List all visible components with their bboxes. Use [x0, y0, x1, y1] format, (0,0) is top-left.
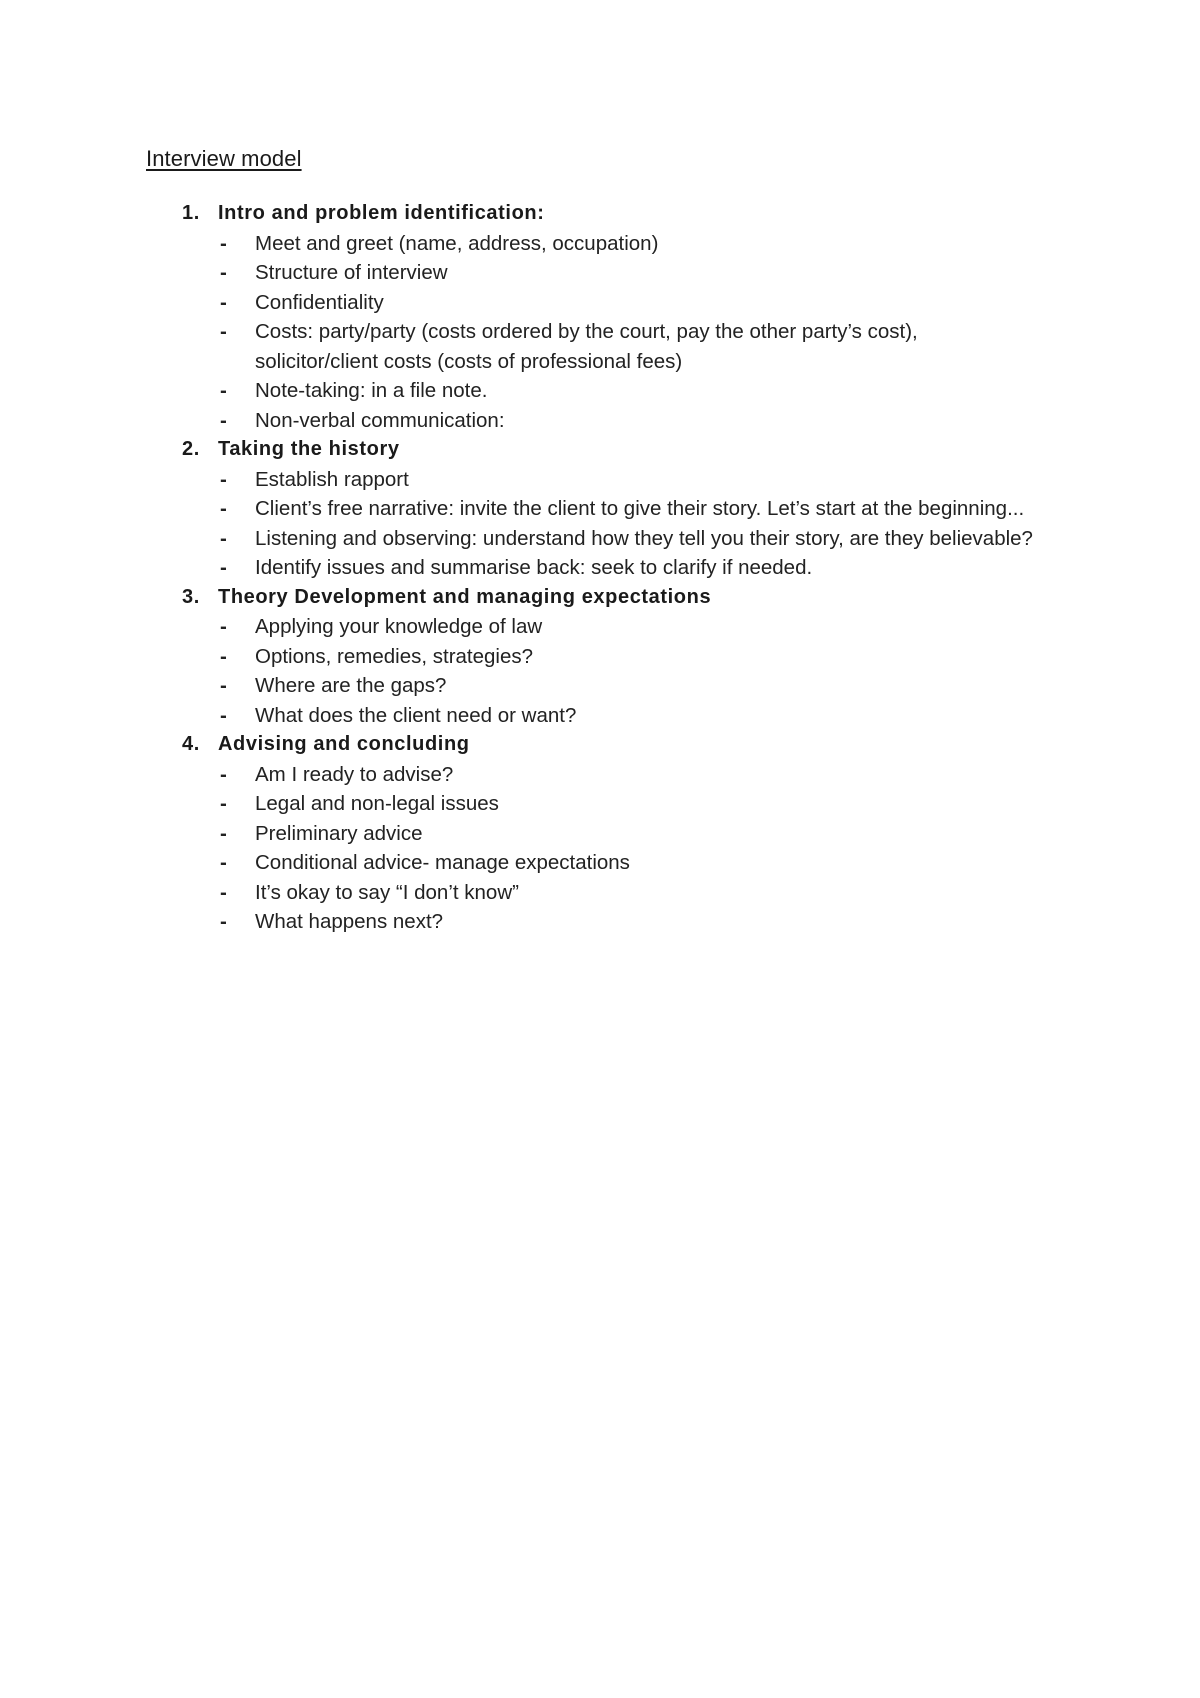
dash-bullet-icon: -	[220, 261, 227, 284]
bullet-list	[146, 229, 1046, 436]
list-item	[146, 819, 1046, 849]
list-item	[146, 878, 1046, 908]
list-item	[146, 760, 1046, 790]
list-item-text: Establish rapport	[255, 467, 409, 491]
list-item	[146, 406, 1046, 436]
list-item-text: Confidentiality	[255, 290, 384, 314]
list-item	[146, 848, 1046, 878]
list-item	[146, 642, 1046, 672]
list-item	[146, 465, 1046, 495]
list-item-text: Conditional advice- manage expectations	[255, 851, 630, 874]
list-item-text: Preliminary advice	[255, 821, 423, 845]
dash-bullet-icon: -	[220, 231, 227, 255]
dash-bullet-icon: -	[220, 290, 227, 314]
section-4	[146, 730, 1046, 937]
section-title: Theory Development and managing expectations	[218, 585, 712, 608]
list-item	[146, 789, 1046, 819]
list-item-text: Legal and non-legal issues	[255, 792, 499, 815]
list-item-text: Meet and greet (name, address, occupation)	[255, 231, 659, 255]
list-item-text: Non-verbal communication:	[255, 408, 505, 432]
list-item	[146, 229, 1046, 259]
list-item-text: What happens next?	[255, 910, 444, 933]
list-item-text: It’s okay to say “I don’t know”	[255, 880, 519, 904]
section-number: 4.	[182, 733, 200, 755]
section-1	[146, 199, 1046, 435]
interview-outline	[146, 199, 1046, 937]
list-item	[146, 907, 1046, 937]
list-item-text: Options, remedies, strategies?	[255, 644, 534, 668]
section-heading	[146, 730, 1046, 760]
list-item	[146, 494, 1046, 524]
dash-bullet-icon: -	[220, 526, 227, 550]
section-heading	[146, 199, 1046, 229]
section-title: Advising and concluding	[218, 733, 470, 755]
list-item-text: Am I ready to advise?	[255, 762, 454, 786]
section-2	[146, 435, 1046, 583]
list-item	[146, 701, 1046, 731]
dash-bullet-icon: -	[220, 851, 227, 874]
bullet-list	[146, 465, 1046, 583]
dash-bullet-icon: -	[220, 762, 227, 786]
list-item-text: Client’s free narrative: invite the client to give their story. Let’s start at the beginning...	[255, 497, 1025, 520]
dash-bullet-icon: -	[220, 703, 227, 727]
document-title: Interview model	[146, 146, 302, 171]
list-item	[146, 258, 1046, 288]
list-item-text: Listening and observing: understand how they tell you their story, are they believable?	[255, 526, 1033, 550]
list-item-text: Note-taking: in a file note.	[255, 379, 488, 402]
list-item	[146, 524, 1046, 554]
dash-bullet-icon: -	[220, 379, 227, 402]
dash-bullet-icon: -	[220, 880, 227, 904]
bullet-list	[146, 612, 1046, 730]
list-item	[146, 612, 1046, 642]
list-item-text: Where are the gaps?	[255, 674, 447, 697]
section-number: 2.	[182, 438, 200, 460]
dash-bullet-icon: -	[220, 644, 227, 668]
section-title: Taking the history	[218, 438, 400, 460]
section-title: Intro and problem identification:	[218, 202, 545, 224]
list-item	[146, 671, 1046, 701]
list-item-text: Identify issues and summarise back: seek to clarify if needed.	[255, 556, 813, 579]
list-item	[146, 317, 1046, 376]
list-item-text: What does the client need or want?	[255, 703, 577, 727]
list-item	[146, 288, 1046, 318]
dash-bullet-icon: -	[220, 467, 227, 491]
dash-bullet-icon: -	[220, 497, 227, 520]
list-item-text: Costs: party/party (costs ordered by the court, pay the other party’s cost), solicitor/client costs (costs of professional fees)	[255, 320, 918, 373]
dash-bullet-icon: -	[220, 408, 227, 432]
dash-bullet-icon: -	[220, 910, 227, 933]
bullet-list	[146, 760, 1046, 937]
section-number: 1.	[182, 202, 200, 224]
list-item-text: Applying your knowledge of law	[255, 615, 543, 638]
dash-bullet-icon: -	[220, 556, 227, 579]
list-item-text: Structure of interview	[255, 261, 448, 284]
section-heading	[146, 583, 1046, 613]
dash-bullet-icon: -	[220, 320, 227, 343]
list-item	[146, 376, 1046, 406]
section-heading	[146, 435, 1046, 465]
section-3	[146, 583, 1046, 731]
list-item	[146, 553, 1046, 583]
dash-bullet-icon: -	[220, 792, 227, 815]
dash-bullet-icon: -	[220, 615, 227, 638]
dash-bullet-icon: -	[220, 674, 227, 697]
section-number: 3.	[182, 585, 200, 608]
dash-bullet-icon: -	[220, 821, 227, 845]
